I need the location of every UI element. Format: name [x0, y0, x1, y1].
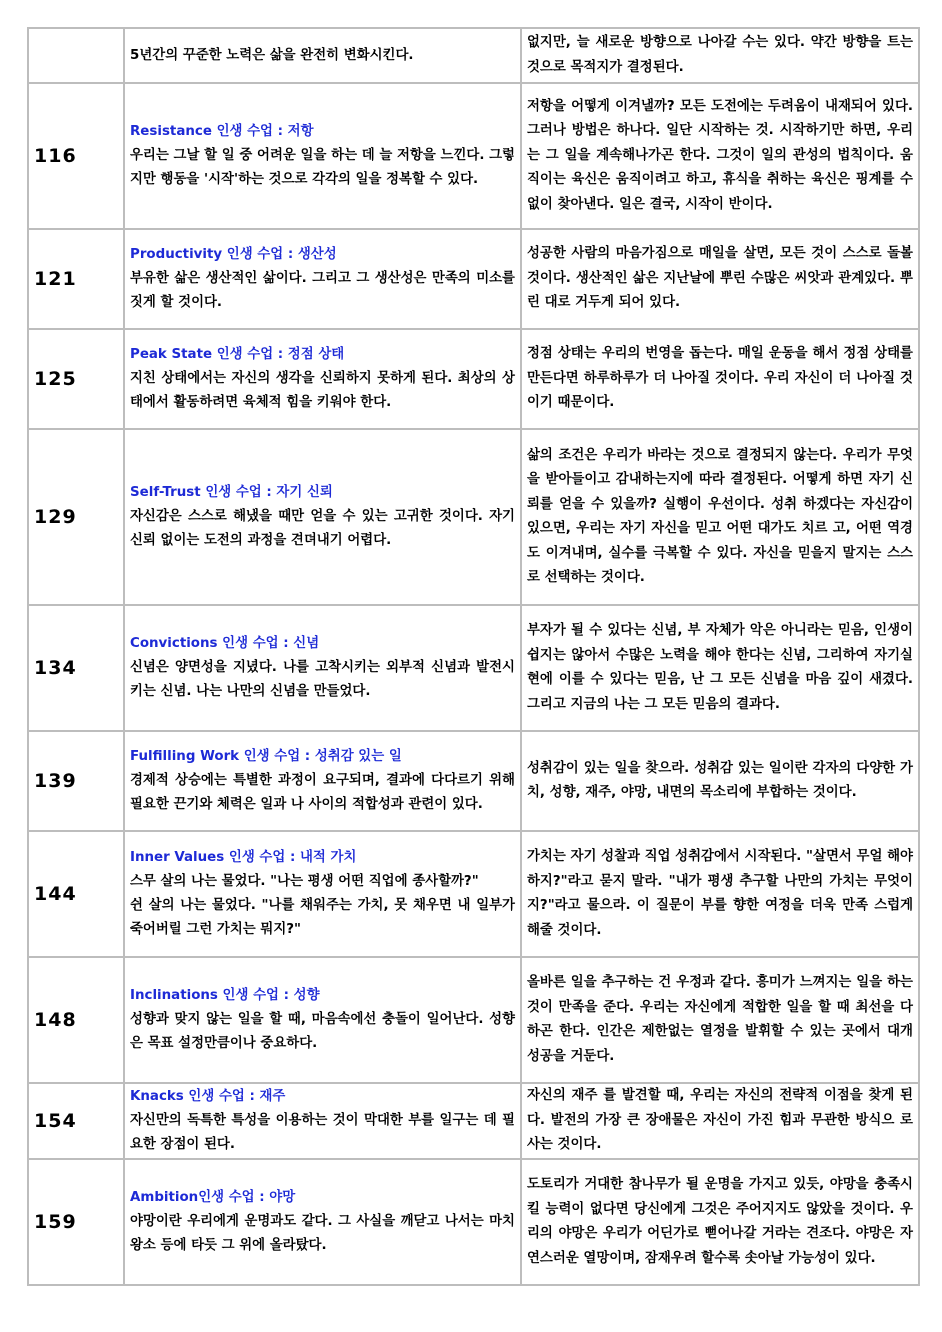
lessons-table-body: [28, 28, 919, 1285]
lesson-title: Knacks 인생 수업 : 재주: [130, 1089, 286, 1104]
lesson-title: Productivity 인생 수업 : 생산성: [130, 247, 337, 262]
lesson-summary-cell: [124, 1159, 521, 1285]
lesson-title: Inclinations 인생 수업 : 성향: [130, 988, 320, 1003]
lesson-summary: 신념은 양면성을 지녔다. 나를 고착시키는 외부적 신념과 발전시키는 신념. 나는 나만의 신념을 만들었다.: [130, 660, 515, 699]
lesson-summary-cell: [124, 83, 521, 229]
lesson-summary-cell: [124, 28, 521, 83]
lesson-detail: 올바른 일을 추구하는 건 우정과 같다. 흥미가 느껴지는 일을 하는 것이 만족을 준다. 우리는 자신에게 적합한 일을 할 때 최선을 다하곤 한다. 인간은 제한없는 열정을 발휘할 수 있는 곳에서 대개 성공을 거둔다.: [521, 957, 919, 1083]
lesson-summary-cell: [124, 229, 521, 329]
row-number: 121: [28, 229, 124, 329]
lesson-summary: 지친 상태에서는 자신의 생각을 신뢰하지 못하게 된다. 최상의 상태에서 활동하려면 육체적 힘을 키워야 한다.: [130, 371, 515, 410]
lesson-summary: 쉰 살의 나는 물었다. "나를 채워주는 가치, 못 채우면 내 일부가 죽어버릴 그런 가치는 뭐지?": [130, 898, 515, 937]
lesson-summary-cell: [124, 831, 521, 957]
lesson-summary: 야망이란 우리에게 운명과도 같다. 그 사실을 깨닫고 나서는 마치 왕소 등에 타듯 그 위에 올라탔다.: [130, 1214, 515, 1253]
table-row: [28, 605, 919, 731]
table-row: [28, 28, 919, 83]
lesson-title: Resistance 인생 수업 : 저항: [130, 124, 314, 139]
table-row: [28, 1083, 919, 1159]
table-row: [28, 83, 919, 229]
row-number: 129: [28, 429, 124, 605]
row-number: 139: [28, 731, 124, 831]
row-number: 144: [28, 831, 124, 957]
table-row: [28, 329, 919, 429]
lesson-detail: 성공한 사람의 마음가짐으로 매일을 살면, 모든 것이 스스로 돌볼 것이다. 생산적인 삶은 지난날에 뿌린 수많은 씨앗과 관계있다. 뿌린 대로 거두게 되어 있다.: [521, 229, 919, 329]
lesson-title: Self-Trust 인생 수업 : 자기 신뢰: [130, 485, 333, 500]
lesson-summary: 부유한 삶은 생산적인 삶이다. 그리고 그 생산성은 만족의 미소를 짓게 할 것이다.: [130, 271, 515, 310]
row-number: 134: [28, 605, 124, 731]
lesson-summary: 경제적 상승에는 특별한 과정이 요구되며, 결과에 다다르기 위해 필요한 끈기와 체력은 일과 나 사이의 적합성과 관련이 있다.: [130, 773, 515, 812]
row-number: [28, 28, 124, 83]
table-row: [28, 957, 919, 1083]
row-number: 159: [28, 1159, 124, 1285]
lesson-summary: 자신만의 독특한 특성을 이용하는 것이 막대한 부를 일구는 데 필요한 장점이 된다.: [130, 1113, 515, 1152]
table-row: [28, 229, 919, 329]
lesson-title: Ambition인생 수업 : 야망: [130, 1190, 296, 1205]
lesson-detail: 가치는 자기 성찰과 직업 성취감에서 시작된다. "살면서 무얼 해야 하지?"라고 묻지 말라. "내가 평생 추구할 나만의 가치는 무엇이지?"라고 물으라. 이 질문이 부를 향한 여정을 더욱 만족 스럽게 해줄 것이다.: [521, 831, 919, 957]
lesson-detail: 자신의 재주 를 발견할 때, 우리는 자신의 전략적 이점을 찾게 된다. 발전의 가장 큰 장애물은 자신이 가진 힘과 무관한 방식으 로 사는 것이다.: [521, 1083, 919, 1159]
lesson-detail: 없지만, 늘 새로운 방향으로 나아갈 수는 있다. 약간 방향을 트는 것으로 목적지가 결정된다.: [521, 28, 919, 83]
row-number: 148: [28, 957, 124, 1083]
lesson-summary: 스무 살의 나는 물었다. "나는 평생 어떤 직업에 종사할까?": [130, 874, 479, 889]
lesson-detail: 도토리가 거대한 참나무가 될 운명을 가지고 있듯, 야망을 충족시 킬 능력이 없다면 당신에게 그것은 주어지지도 않았을 것이다. 우리의 야망은 우리가 어딘가로 뻗어나갈 거라는 견조다. 야망은 자연스러운 열망이며, 잠재우려 할수록 솟아날 가능성이 있다.: [521, 1159, 919, 1285]
lesson-summary: 5년간의 꾸준한 노력은 삶을 완전히 변화시킨다.: [130, 47, 414, 63]
lesson-summary: 성향과 맞지 않는 일을 할 때, 마음속에선 충돌이 일어난다. 성향은 목표 설정만큼이나 중요하다.: [130, 1012, 515, 1051]
lesson-summary-cell: [124, 1083, 521, 1159]
lesson-detail: 삶의 조건은 우리가 바라는 것으로 결정되지 않는다. 우리가 무엇을 받아들이고 감내하는지에 따라 결정된다. 어떻게 하면 자기 신뢰를 얻을 수 있을까? 실행이 우선이다. 성취 하겠다는 자신감이 있으면, 우리는 자기 자신을 믿고 어떤 대가도 치르 고, 어떤 역경도 이겨내며, 실수를 극복할 수 있다. 자신을 믿을지 말지는 스스로 선택하는 것이다.: [521, 429, 919, 605]
lesson-summary-cell: [124, 731, 521, 831]
lesson-title: Peak State 인생 수업 : 정점 상태: [130, 347, 345, 362]
lesson-summary-cell: [124, 429, 521, 605]
table-row: [28, 831, 919, 957]
lessons-table: [27, 27, 920, 1286]
lesson-detail: 부자가 될 수 있다는 신념, 부 자체가 악은 아니라는 믿음, 인생이 쉽지는 않아서 수많은 노력을 해야 한다는 신념, 그리하여 자기실현에 이를 수 있다는 믿음, 난 그 모든 신념을 마음 깊이 새겼다. 그리고 지금의 나는 그 모든 믿음의 결과다.: [521, 605, 919, 731]
row-number: 116: [28, 83, 124, 229]
table-row: [28, 731, 919, 831]
lesson-title: Inner Values 인생 수업 : 내적 가치: [130, 850, 357, 865]
lesson-summary-cell: [124, 957, 521, 1083]
lesson-detail: 성취감이 있는 일을 찾으라. 성취감 있는 일이란 각자의 다양한 가치, 성향, 재주, 야망, 내면의 목소리에 부합하는 것이다.: [521, 731, 919, 831]
table-row: [28, 1159, 919, 1285]
lesson-detail: 저항을 어떻게 이겨낼까? 모든 도전에는 두려움이 내재되어 있다. 그러나 방법은 하나다. 일단 시작하는 것. 시작하기만 하면, 우리는 그 일을 계속해나가곤 한다. 그것이 일의 관성의 법칙이다. 움직이는 육신은 움직이려고 하고, 휴식을 취하는 육신은 핑계를 수없이 찾아낸다. 일은 결국, 시작이 반이다.: [521, 83, 919, 229]
lesson-summary-cell: [124, 605, 521, 731]
lesson-summary: 자신감은 스스로 해냈을 때만 얻을 수 있는 고귀한 것이다. 자기 신뢰 없이는 도전의 과정을 견뎌내기 어렵다.: [130, 509, 515, 548]
row-number: 154: [28, 1083, 124, 1159]
lesson-title: Fulfilling Work 인생 수업 : 성취감 있는 일: [130, 749, 402, 764]
lesson-title: Convictions 인생 수업 : 신념: [130, 636, 320, 651]
table-row: [28, 429, 919, 605]
lesson-summary-cell: [124, 329, 521, 429]
lesson-summary: 우리는 그날 할 일 중 어려운 일을 하는 데 늘 저항을 느낀다. 그렇지만 행동을 '시작'하는 것으로 각각의 일을 정복할 수 있다.: [130, 148, 515, 187]
row-number: 125: [28, 329, 124, 429]
lesson-detail: 정점 상태는 우리의 번영을 돕는다. 매일 운동을 해서 정점 상태를 만든다면 하루하루가 더 나아질 것이다. 우리 자신이 더 나아질 것이기 때문이다.: [521, 329, 919, 429]
